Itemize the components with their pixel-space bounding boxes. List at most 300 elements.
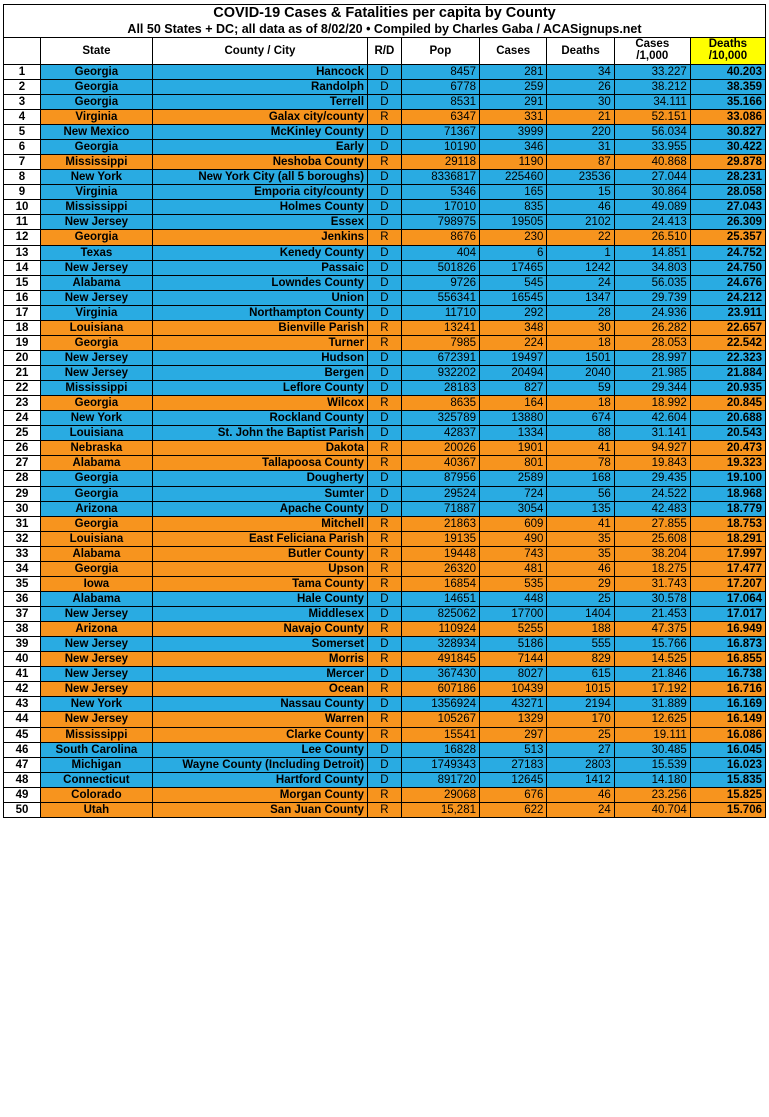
cell-deaths: 56 (547, 486, 614, 501)
cell-rank: 49 (4, 787, 41, 802)
table-row (4, 411, 766, 426)
cell-state: Georgia (40, 516, 152, 531)
cell-pop: 1749343 (401, 757, 479, 772)
cell-deaths: 46 (547, 787, 614, 802)
cell-county: Union (152, 290, 367, 305)
cell-rd: D (368, 486, 402, 501)
cell-pop: 15541 (401, 727, 479, 742)
table-row (4, 441, 766, 456)
cell-pop: 8457 (401, 64, 479, 79)
cell-county: Leflore County (152, 381, 367, 396)
cell-rd: D (368, 79, 402, 94)
cell-rd: D (368, 697, 402, 712)
cell-cases-per-1000: 17.192 (614, 682, 690, 697)
cell-rd: D (368, 381, 402, 396)
cell-rd: D (368, 591, 402, 606)
table-row (4, 170, 766, 185)
cell-rd: D (368, 471, 402, 486)
cell-cases: 1329 (480, 712, 547, 727)
cell-rank: 13 (4, 245, 41, 260)
cell-cases: 19505 (480, 215, 547, 230)
cell-rank: 1 (4, 64, 41, 79)
cell-deaths-per-10000: 22.542 (690, 335, 765, 350)
cell-cases-per-1000: 24.936 (614, 305, 690, 320)
cell-rd: R (368, 622, 402, 637)
cell-deaths-per-10000: 16.149 (690, 712, 765, 727)
cell-rd: D (368, 260, 402, 275)
cell-deaths: 88 (547, 426, 614, 441)
cell-deaths-per-10000: 18.779 (690, 501, 765, 516)
cell-pop: 42837 (401, 426, 479, 441)
table-row (4, 561, 766, 576)
cell-pop: 16828 (401, 742, 479, 757)
cell-deaths-per-10000: 30.422 (690, 140, 765, 155)
cell-rd: R (368, 652, 402, 667)
cell-deaths: 1347 (547, 290, 614, 305)
cell-deaths: 674 (547, 411, 614, 426)
cell-cases: 230 (480, 230, 547, 245)
table-row (4, 787, 766, 802)
title-line-1: COVID-19 Cases & Fatalities per capita by County (213, 5, 556, 21)
cell-county: Neshoba County (152, 155, 367, 170)
cell-deaths: 87 (547, 155, 614, 170)
cell-cases: 7144 (480, 652, 547, 667)
cell-county: Nassau County (152, 697, 367, 712)
cell-state: Arizona (40, 501, 152, 516)
cell-rd: R (368, 712, 402, 727)
cell-cases-per-1000: 33.227 (614, 64, 690, 79)
cell-rank: 16 (4, 290, 41, 305)
cell-pop: 7985 (401, 335, 479, 350)
cell-deaths-per-10000: 16.045 (690, 742, 765, 757)
cell-rd: R (368, 576, 402, 591)
cell-cases-per-1000: 15.539 (614, 757, 690, 772)
table-row (4, 727, 766, 742)
cell-rank: 24 (4, 411, 41, 426)
cell-cases: 164 (480, 396, 547, 411)
cell-deaths-per-10000: 16.855 (690, 652, 765, 667)
table-row (4, 712, 766, 727)
cell-cases-per-1000: 34.803 (614, 260, 690, 275)
cell-rd: R (368, 802, 402, 817)
cell-cases-per-1000: 18.275 (614, 561, 690, 576)
cell-cases: 609 (480, 516, 547, 531)
cell-deaths-per-10000: 15.835 (690, 772, 765, 787)
cell-deaths-per-10000: 16.738 (690, 667, 765, 682)
cell-cases-per-1000: 31.743 (614, 576, 690, 591)
cell-deaths: 22 (547, 230, 614, 245)
report-title (4, 5, 766, 38)
cell-deaths-per-10000: 24.750 (690, 260, 765, 275)
cell-county: Terrell (152, 94, 367, 109)
cell-cases-per-1000: 42.483 (614, 501, 690, 516)
cell-rank: 43 (4, 697, 41, 712)
cell-deaths: 555 (547, 637, 614, 652)
cell-rd: D (368, 305, 402, 320)
table-row (4, 742, 766, 757)
cell-county: Wilcox (152, 396, 367, 411)
cell-deaths: 26 (547, 79, 614, 94)
cell-cases-per-1000: 21.453 (614, 607, 690, 622)
cell-deaths-per-10000: 15.825 (690, 787, 765, 802)
cell-rd: R (368, 727, 402, 742)
cell-pop: 6778 (401, 79, 479, 94)
cell-pop: 798975 (401, 215, 479, 230)
cell-deaths-per-10000: 18.753 (690, 516, 765, 531)
cell-rank: 2 (4, 79, 41, 94)
cell-cases: 3054 (480, 501, 547, 516)
cell-county: Middlesex (152, 607, 367, 622)
cell-rd: R (368, 682, 402, 697)
cell-pop: 404 (401, 245, 479, 260)
cell-cases: 297 (480, 727, 547, 742)
header-state: State (40, 38, 152, 64)
cell-cases-per-1000: 38.212 (614, 79, 690, 94)
table-row (4, 576, 766, 591)
table-row (4, 109, 766, 124)
table-row (4, 366, 766, 381)
cell-rd: R (368, 456, 402, 471)
cell-cases-per-1000: 34.111 (614, 94, 690, 109)
cell-state: Alabama (40, 591, 152, 606)
cell-cases: 481 (480, 561, 547, 576)
cell-rd: D (368, 350, 402, 365)
cell-state: Utah (40, 802, 152, 817)
cell-deaths-per-10000: 24.752 (690, 245, 765, 260)
cell-cases: 545 (480, 275, 547, 290)
cell-deaths: 135 (547, 501, 614, 516)
cell-cases: 225460 (480, 170, 547, 185)
cell-rank: 35 (4, 576, 41, 591)
cell-deaths-per-10000: 24.212 (690, 290, 765, 305)
cell-deaths-per-10000: 18.968 (690, 486, 765, 501)
cell-deaths: 46 (547, 200, 614, 215)
table-row (4, 305, 766, 320)
cell-rank: 6 (4, 140, 41, 155)
cell-cases-per-1000: 40.868 (614, 155, 690, 170)
cell-state: Alabama (40, 275, 152, 290)
cell-deaths-per-10000: 16.023 (690, 757, 765, 772)
cell-rd: D (368, 64, 402, 79)
cell-rd: D (368, 607, 402, 622)
cell-deaths-per-10000: 17.997 (690, 546, 765, 561)
cell-rd: R (368, 441, 402, 456)
cell-cases: 224 (480, 335, 547, 350)
cell-rank: 20 (4, 350, 41, 365)
cell-state: Louisiana (40, 426, 152, 441)
table-row (4, 335, 766, 350)
cell-state: Louisiana (40, 531, 152, 546)
table-row (4, 275, 766, 290)
cell-rd: R (368, 335, 402, 350)
cell-rank: 29 (4, 486, 41, 501)
cell-cases: 1190 (480, 155, 547, 170)
cell-deaths: 30 (547, 94, 614, 109)
table-row (4, 140, 766, 155)
cell-cases: 622 (480, 802, 547, 817)
cell-deaths-per-10000: 38.359 (690, 79, 765, 94)
covid-county-table (3, 4, 766, 818)
cell-state: Georgia (40, 79, 152, 94)
cell-deaths-per-10000: 22.323 (690, 350, 765, 365)
cell-pop: 1356924 (401, 697, 479, 712)
cell-rd: D (368, 125, 402, 140)
cell-state: New Jersey (40, 637, 152, 652)
cell-rank: 38 (4, 622, 41, 637)
cell-rd: R (368, 155, 402, 170)
cell-deaths-per-10000: 29.878 (690, 155, 765, 170)
cell-rank: 33 (4, 546, 41, 561)
cell-deaths: 35 (547, 546, 614, 561)
cell-pop: 672391 (401, 350, 479, 365)
table-body (4, 64, 766, 817)
cell-cases: 743 (480, 546, 547, 561)
cell-deaths-per-10000: 16.873 (690, 637, 765, 652)
cell-cases-per-1000: 24.413 (614, 215, 690, 230)
cell-cases-per-1000: 25.608 (614, 531, 690, 546)
header-deaths-per-10000-line1: Deaths (708, 38, 748, 51)
cell-pop: 15,281 (401, 802, 479, 817)
cell-cases-per-1000: 30.578 (614, 591, 690, 606)
cell-rank: 46 (4, 742, 41, 757)
cell-deaths: 1015 (547, 682, 614, 697)
cell-rd: D (368, 637, 402, 652)
cell-rank: 45 (4, 727, 41, 742)
cell-state: New York (40, 697, 152, 712)
table-row (4, 79, 766, 94)
table-row (4, 772, 766, 787)
cell-cases-per-1000: 28.053 (614, 335, 690, 350)
header-rd: R/D (368, 38, 402, 64)
cell-county: Emporia city/county (152, 185, 367, 200)
cell-rank: 12 (4, 230, 41, 245)
cell-cases-per-1000: 30.864 (614, 185, 690, 200)
cell-cases: 165 (480, 185, 547, 200)
table-row (4, 486, 766, 501)
cell-deaths: 2803 (547, 757, 614, 772)
cell-county: Kenedy County (152, 245, 367, 260)
cell-rd: R (368, 546, 402, 561)
cell-rd: R (368, 109, 402, 124)
cell-pop: 556341 (401, 290, 479, 305)
cell-deaths-per-10000: 21.884 (690, 366, 765, 381)
cell-county: Lowndes County (152, 275, 367, 290)
cell-county: Tama County (152, 576, 367, 591)
cell-deaths: 30 (547, 320, 614, 335)
header-cases: Cases (480, 38, 547, 64)
cell-county: McKinley County (152, 125, 367, 140)
cell-county: Ocean (152, 682, 367, 697)
cell-rank: 17 (4, 305, 41, 320)
header-cases-per-1000-line2: /1,000 (636, 50, 669, 63)
cell-deaths: 615 (547, 667, 614, 682)
cell-county: Bienville Parish (152, 320, 367, 335)
cell-deaths: 78 (547, 456, 614, 471)
cell-county: Turner (152, 335, 367, 350)
cell-state: New Jersey (40, 652, 152, 667)
cell-state: Georgia (40, 64, 152, 79)
cell-state: New Jersey (40, 712, 152, 727)
cell-cases: 513 (480, 742, 547, 757)
cell-rank: 40 (4, 652, 41, 667)
cell-rd: D (368, 426, 402, 441)
cell-deaths-per-10000: 33.086 (690, 109, 765, 124)
cell-county: Galax city/county (152, 109, 367, 124)
cell-deaths-per-10000: 30.827 (690, 125, 765, 140)
cell-rank: 44 (4, 712, 41, 727)
cell-state: New Jersey (40, 290, 152, 305)
cell-state: New Mexico (40, 125, 152, 140)
cell-deaths-per-10000: 23.911 (690, 305, 765, 320)
cell-rd: R (368, 561, 402, 576)
cell-state: Georgia (40, 396, 152, 411)
table-row (4, 757, 766, 772)
cell-rd: D (368, 200, 402, 215)
cell-pop: 501826 (401, 260, 479, 275)
cell-deaths-per-10000: 16.086 (690, 727, 765, 742)
cell-pop: 17010 (401, 200, 479, 215)
cell-rd: R (368, 787, 402, 802)
cell-county: Warren (152, 712, 367, 727)
cell-cases: 17465 (480, 260, 547, 275)
cell-deaths-per-10000: 20.543 (690, 426, 765, 441)
cell-state: Virginia (40, 109, 152, 124)
cell-pop: 825062 (401, 607, 479, 622)
cell-cases-per-1000: 30.485 (614, 742, 690, 757)
cell-county: Lee County (152, 742, 367, 757)
cell-cases-per-1000: 56.035 (614, 275, 690, 290)
cell-pop: 14651 (401, 591, 479, 606)
cell-state: New Jersey (40, 366, 152, 381)
table-row (4, 185, 766, 200)
cell-rd: D (368, 290, 402, 305)
cell-deaths-per-10000: 17.017 (690, 607, 765, 622)
cell-state: Georgia (40, 94, 152, 109)
header-county: County / City (152, 38, 367, 64)
table-row (4, 802, 766, 817)
cell-pop: 9726 (401, 275, 479, 290)
cell-rank: 25 (4, 426, 41, 441)
cell-cases: 676 (480, 787, 547, 802)
cell-deaths-per-10000: 20.845 (690, 396, 765, 411)
table-row (4, 64, 766, 79)
cell-county: Essex (152, 215, 367, 230)
cell-deaths: 220 (547, 125, 614, 140)
cell-deaths: 1 (547, 245, 614, 260)
cell-rank: 47 (4, 757, 41, 772)
table-row (4, 456, 766, 471)
cell-pop: 8531 (401, 94, 479, 109)
table-row (4, 94, 766, 109)
cell-deaths: 46 (547, 561, 614, 576)
cell-cases: 8027 (480, 667, 547, 682)
cell-county: Hudson (152, 350, 367, 365)
cell-county: Dakota (152, 441, 367, 456)
cell-pop: 8336817 (401, 170, 479, 185)
cell-rank: 19 (4, 335, 41, 350)
cell-state: Michigan (40, 757, 152, 772)
cell-state: New York (40, 411, 152, 426)
cell-pop: 6347 (401, 109, 479, 124)
cell-state: South Carolina (40, 742, 152, 757)
cell-pop: 29524 (401, 486, 479, 501)
cell-rank: 27 (4, 456, 41, 471)
cell-county: Rockland County (152, 411, 367, 426)
cell-cases-per-1000: 29.344 (614, 381, 690, 396)
cell-pop: 26320 (401, 561, 479, 576)
cell-deaths: 1242 (547, 260, 614, 275)
cell-pop: 40367 (401, 456, 479, 471)
cell-rank: 18 (4, 320, 41, 335)
cell-rank: 21 (4, 366, 41, 381)
cell-state: Georgia (40, 486, 152, 501)
cell-state: New York (40, 170, 152, 185)
cell-cases: 27183 (480, 757, 547, 772)
cell-county: Hancock (152, 64, 367, 79)
cell-rank: 36 (4, 591, 41, 606)
cell-deaths-per-10000: 15.706 (690, 802, 765, 817)
cell-cases: 5186 (480, 637, 547, 652)
cell-deaths: 35 (547, 531, 614, 546)
cell-county: Hartford County (152, 772, 367, 787)
cell-pop: 71887 (401, 501, 479, 516)
cell-pop: 28183 (401, 381, 479, 396)
cell-pop: 367430 (401, 667, 479, 682)
cell-pop: 16854 (401, 576, 479, 591)
table-row (4, 320, 766, 335)
cell-cases-per-1000: 21.985 (614, 366, 690, 381)
cell-county: Mitchell (152, 516, 367, 531)
table-row (4, 396, 766, 411)
cell-rd: D (368, 185, 402, 200)
cell-deaths: 25 (547, 727, 614, 742)
cell-deaths-per-10000: 20.935 (690, 381, 765, 396)
cell-pop: 328934 (401, 637, 479, 652)
cell-rank: 42 (4, 682, 41, 697)
header-deaths-per-10000 (690, 38, 765, 64)
table-row (4, 125, 766, 140)
cell-rank: 30 (4, 501, 41, 516)
cell-cases: 1901 (480, 441, 547, 456)
cell-cases-per-1000: 26.282 (614, 320, 690, 335)
cell-deaths: 41 (547, 441, 614, 456)
cell-cases: 17700 (480, 607, 547, 622)
cell-rank: 4 (4, 109, 41, 124)
cell-rd: D (368, 501, 402, 516)
table-row (4, 230, 766, 245)
cell-pop: 29068 (401, 787, 479, 802)
table-row (4, 516, 766, 531)
table-row (4, 260, 766, 275)
cell-county: Jenkins (152, 230, 367, 245)
cell-deaths-per-10000: 20.688 (690, 411, 765, 426)
cell-cases-per-1000: 31.889 (614, 697, 690, 712)
cell-deaths-per-10000: 17.064 (690, 591, 765, 606)
cell-deaths: 21 (547, 109, 614, 124)
cell-cases-per-1000: 14.851 (614, 245, 690, 260)
cell-rank: 28 (4, 471, 41, 486)
cell-county: Navajo County (152, 622, 367, 637)
table-row (4, 697, 766, 712)
cell-rank: 31 (4, 516, 41, 531)
cell-deaths-per-10000: 40.203 (690, 64, 765, 79)
cell-cases-per-1000: 15.766 (614, 637, 690, 652)
cell-deaths: 24 (547, 802, 614, 817)
cell-rank: 23 (4, 396, 41, 411)
table-row (4, 637, 766, 652)
cell-rd: D (368, 245, 402, 260)
cell-deaths-per-10000: 35.166 (690, 94, 765, 109)
